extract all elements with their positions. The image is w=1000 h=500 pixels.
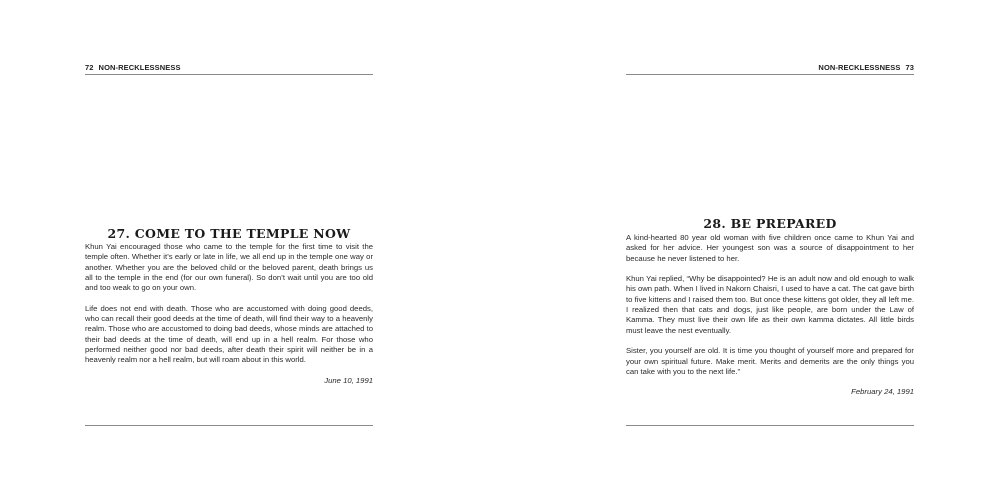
running-head-left bbox=[85, 63, 373, 72]
running-head-title-left: NON-RECKLESSNESS bbox=[98, 63, 181, 72]
header-rule-right bbox=[626, 74, 914, 75]
dateline-left: June 10, 1991 bbox=[324, 375, 373, 385]
chapter-title-27: 27. COME TO THE TEMPLE NOW bbox=[107, 226, 351, 242]
paragraph: A kind-hearted 80 year old woman with five children once came to Khun Yai and asked for her advice. Her youngest son was a source of disappointment to her because he never listened to her. bbox=[626, 233, 914, 263]
footer-rule-right bbox=[626, 425, 914, 426]
page-number-right: 73 bbox=[905, 63, 914, 72]
running-head-title-right: NON-RECKLESSNESS bbox=[818, 63, 901, 72]
right-page bbox=[626, 0, 914, 500]
page-number-left: 72 bbox=[85, 63, 94, 72]
paragraph: Khun Yai encouraged those who came to the temple for the first time to visit the temple often. Whether it’s early or late in life, we all end up in the temple one way or another. Whether you are the beloved child or the beloved parent, death brings us all to the temple in the end (for our own funeral). So don’t wait until you are too old and too weak to go on your own. bbox=[85, 242, 373, 293]
dateline-right: February 24, 1991 bbox=[851, 387, 914, 397]
chapter-body-28 bbox=[626, 233, 914, 398]
chapter-body-27 bbox=[85, 242, 373, 386]
left-page bbox=[85, 0, 373, 500]
header-rule-left bbox=[85, 74, 373, 75]
running-head-right bbox=[626, 63, 914, 72]
paragraph: Khun Yai replied, “Why be disappointed? He is an adult now and old enough to walk his own path. When I lived in Nakorn Chaisri, I used to have a cat. The cat gave birth to five kittens and I raised them too. But once these kittens got older, they all left me. I realized then that cats and dogs, just like people, are born under the Law of Kamma. They must live their own life as their own kamma dictates. All little birds must leave the nest eventually. bbox=[626, 274, 914, 335]
paragraph: Life does not end with death. Those who are accustomed with doing good deeds, who can recall their good deeds at the time of death, will find their way to a heavenly realm. Those who are accustomed to doing bad deeds, whose minds are attached to their bad deeds at the time of death, will end up in a hell realm. For those who performed neither good nor bad deeds, after death their spirit will neither be in a heavenly realm nor a hell realm, but will roam about in this world. bbox=[85, 303, 373, 365]
paragraph: Sister, you yourself are old. It is time you thought of yourself more and prepared for your own spiritual future. Make merit. Merits and demerits are the only things you can take with you to the next life.” bbox=[626, 346, 914, 376]
chapter-title-28: 28. BE PREPARED bbox=[703, 216, 837, 232]
footer-rule-left bbox=[85, 425, 373, 426]
